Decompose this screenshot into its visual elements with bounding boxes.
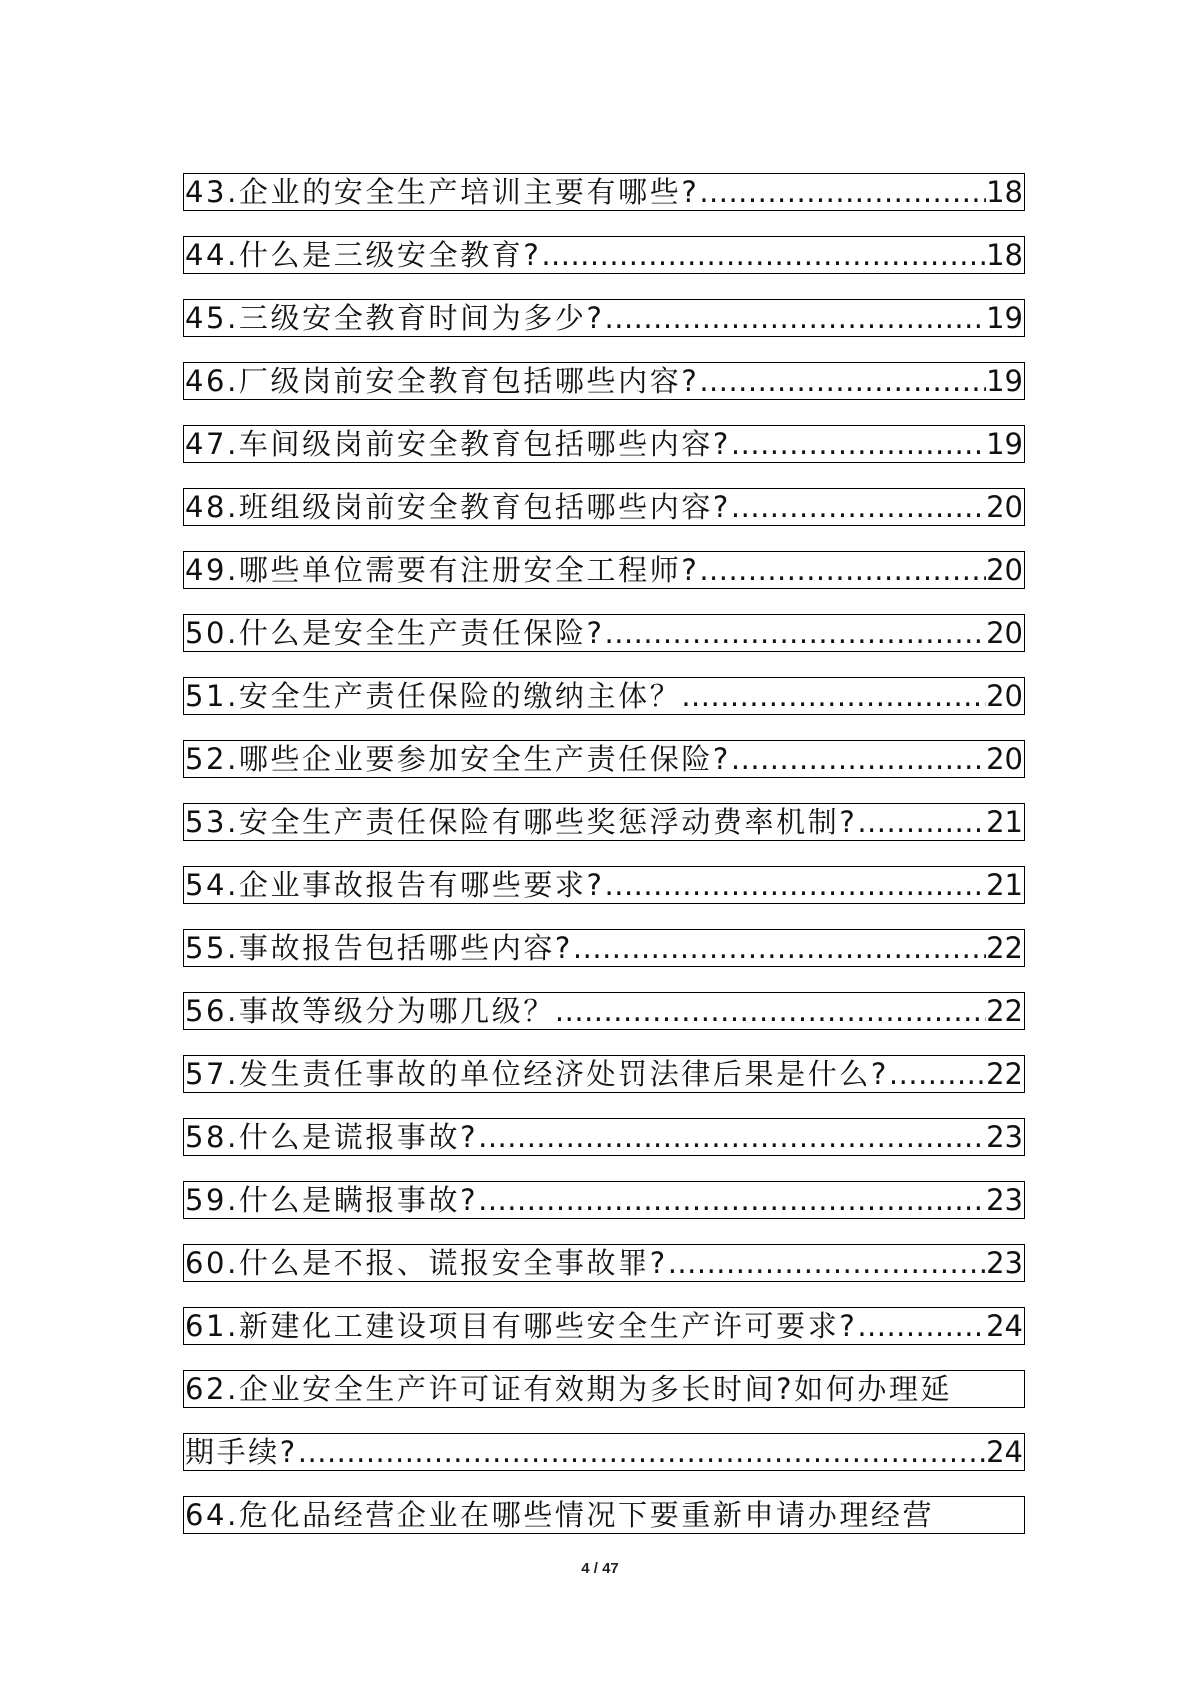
toc-entry-page: 23: [986, 1246, 1023, 1280]
toc-entry-page: 20: [986, 742, 1023, 776]
table-of-contents: [183, 173, 1025, 1559]
toc-entry-title: 53.安全生产责任保险有哪些奖惩浮动费率机制?: [185, 805, 858, 839]
toc-entry-55[interactable]: [183, 929, 1025, 967]
toc-entry-45[interactable]: [183, 299, 1025, 337]
toc-entry-44[interactable]: [183, 236, 1025, 274]
toc-dot-leader: [699, 552, 986, 588]
toc-entry-title: 58.什么是谎报事故?: [185, 1120, 479, 1154]
toc-entry-56[interactable]: [183, 992, 1025, 1030]
toc-dot-leader: [857, 804, 986, 840]
page-number-indicator: 4 / 47: [581, 1560, 619, 1577]
toc-entry-page: 22: [986, 931, 1023, 965]
toc-entry-title: 44.什么是三级安全教育?: [185, 238, 542, 272]
toc-dot-leader: [889, 1056, 986, 1092]
toc-entry-54[interactable]: [183, 866, 1025, 904]
toc-dot-leader: [541, 237, 986, 273]
toc-entry-title: 49.哪些单位需要有注册安全工程师?: [185, 553, 700, 587]
toc-dot-leader: [731, 426, 986, 462]
toc-entry-58[interactable]: [183, 1118, 1025, 1156]
toc-entry-page: 23: [986, 1120, 1023, 1154]
toc-entry-page: 21: [986, 805, 1023, 839]
toc-entry-page: 20: [986, 490, 1023, 524]
toc-entry-50[interactable]: [183, 614, 1025, 652]
toc-entry-59[interactable]: [183, 1181, 1025, 1219]
toc-entry-page: 23: [986, 1183, 1023, 1217]
toc-entry-57[interactable]: [183, 1055, 1025, 1093]
toc-entry-page: 22: [986, 1057, 1023, 1091]
toc-entry-title: 54.企业事故报告有哪些要求?: [185, 868, 605, 902]
toc-dot-leader: [555, 993, 986, 1029]
toc-entry-48[interactable]: [183, 488, 1025, 526]
toc-entry-title: 46.厂级岗前安全教育包括哪些内容?: [185, 364, 700, 398]
toc-dot-leader: [298, 1434, 986, 1470]
toc-entry-49[interactable]: [183, 551, 1025, 589]
toc-dot-leader: [731, 489, 986, 525]
toc-entry-page: 20: [986, 553, 1023, 587]
toc-entry-title: 61.新建化工建设项目有哪些安全生产许可要求?: [185, 1309, 858, 1343]
toc-entry-title: 51.安全生产责任保险的缴纳主体？: [185, 679, 682, 713]
toc-entry-page: 19: [986, 364, 1023, 398]
toc-entry-60[interactable]: [183, 1244, 1025, 1282]
toc-entry-page: 19: [986, 301, 1023, 335]
toc-entry-53[interactable]: [183, 803, 1025, 841]
toc-dot-leader: [731, 741, 986, 777]
toc-entry-page: 21: [986, 868, 1023, 902]
toc-dot-leader: [478, 1182, 986, 1218]
toc-entry-page: 24: [986, 1435, 1023, 1469]
toc-entry-page: 19: [986, 427, 1023, 461]
toc-dot-leader: [573, 930, 986, 966]
toc-entry-title: 45.三级安全教育时间为多少?: [185, 301, 605, 335]
toc-dot-leader: [605, 300, 987, 336]
toc-entry-52[interactable]: [183, 740, 1025, 778]
toc-entry-title: 60.什么是不报、谎报安全事故罪?: [185, 1246, 668, 1280]
toc-entry-64-line1[interactable]: [183, 1496, 1025, 1534]
toc-dot-leader: [605, 867, 987, 903]
toc-entry-61[interactable]: [183, 1307, 1025, 1345]
toc-entry-page: 24: [986, 1309, 1023, 1343]
toc-dot-leader: [857, 1308, 986, 1344]
toc-dot-leader: [668, 1245, 986, 1281]
toc-entry-title: 55.事故报告包括哪些内容?: [185, 931, 573, 965]
toc-entry-title: 43.企业的安全生产培训主要有哪些?: [185, 175, 700, 209]
toc-entry-title: 52.哪些企业要参加安全生产责任保险?: [185, 742, 731, 776]
toc-entry-page: 20: [986, 616, 1023, 650]
toc-entry-title: 48.班组级岗前安全教育包括哪些内容?: [185, 490, 731, 524]
toc-entry-46[interactable]: [183, 362, 1025, 400]
toc-entry-title: 59.什么是瞒报事故?: [185, 1183, 479, 1217]
toc-entry-title: 47.车间级岗前安全教育包括哪些内容?: [185, 427, 731, 461]
toc-entry-51[interactable]: [183, 677, 1025, 715]
toc-dot-leader: [699, 174, 986, 210]
toc-entry-page: 18: [986, 238, 1023, 272]
toc-entry-title: 期手续?: [185, 1435, 298, 1469]
toc-entry-page: 22: [986, 994, 1023, 1028]
toc-dot-leader: [681, 678, 986, 714]
toc-entry-page: 18: [986, 175, 1023, 209]
toc-entry-47[interactable]: [183, 425, 1025, 463]
toc-entry-62-line1[interactable]: [183, 1370, 1025, 1408]
toc-entry-title: 56.事故等级分为哪几级？: [185, 994, 555, 1028]
toc-dot-leader: [478, 1119, 986, 1155]
toc-entry-title: 64.危化品经营企业在哪些情况下要重新申请办理经营: [185, 1498, 935, 1532]
toc-entry-page: 20: [986, 679, 1023, 713]
toc-entry-43[interactable]: [183, 173, 1025, 211]
toc-dot-leader: [605, 615, 987, 651]
toc-entry-title: 62.企业安全生产许可证有效期为多长时间?如何办理延: [185, 1372, 953, 1406]
toc-entry-62-line2[interactable]: [183, 1433, 1025, 1471]
toc-entry-title: 50.什么是安全生产责任保险?: [185, 616, 605, 650]
toc-dot-leader: [699, 363, 986, 399]
toc-entry-title: 57.发生责任事故的单位经济处罚法律后果是什么?: [185, 1057, 889, 1091]
